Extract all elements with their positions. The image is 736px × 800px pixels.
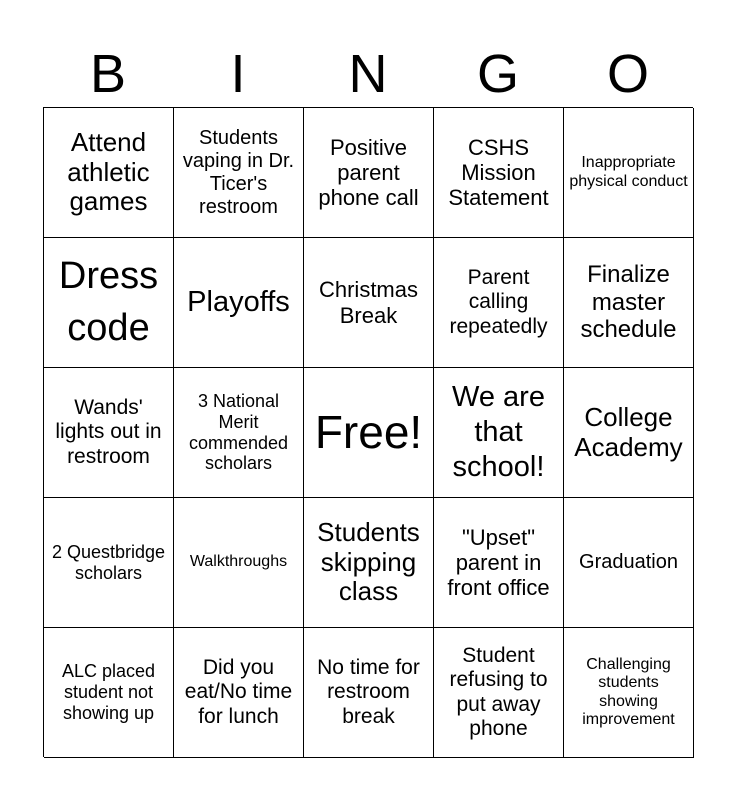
bingo-cell[interactable]: Did you eat/No time for lunch (174, 628, 304, 758)
bingo-cell[interactable]: Student refusing to put away phone (434, 628, 564, 758)
bingo-header (43, 40, 693, 108)
bingo-cell[interactable]: Challenging students showing improvement (564, 628, 694, 758)
bingo-cell[interactable]: "Upset" parent in front office (434, 498, 564, 628)
bingo-cell[interactable]: Graduation (564, 498, 694, 628)
bingo-cell[interactable]: 3 National Merit commended scholars (174, 368, 304, 498)
bingo-cell[interactable]: We are that school! (434, 368, 564, 498)
header-letter-o: O (606, 44, 649, 104)
bingo-cell[interactable]: Inappropriate physical conduct (564, 108, 694, 238)
free-space[interactable]: Free! (304, 368, 434, 498)
bingo-cell[interactable]: College Academy (564, 368, 694, 498)
bingo-cell[interactable]: CSHS Mission Statement (434, 108, 564, 238)
bingo-cell[interactable]: Wands' lights out in restroom (44, 368, 174, 498)
header-letter-b: B (89, 44, 127, 104)
bingo-cell[interactable]: Finalize master schedule (564, 238, 694, 368)
header-letter-n: N (348, 44, 388, 104)
bingo-board (43, 107, 693, 757)
bingo-cell[interactable]: Students vaping in Dr. Ticer's restroom (174, 108, 304, 238)
bingo-cell[interactable]: Playoffs (174, 238, 304, 368)
bingo-cell[interactable]: ALC placed student not showing up (44, 628, 174, 758)
bingo-cell[interactable]: Dress code (44, 238, 174, 368)
header-letter-g: G (476, 44, 519, 104)
bingo-cell[interactable]: Attend athletic games (44, 108, 174, 238)
bingo-cell[interactable]: Positive parent phone call (304, 108, 434, 238)
bingo-cell[interactable]: Christmas Break (304, 238, 434, 368)
bingo-cell[interactable]: Students skipping class (304, 498, 434, 628)
bingo-cell[interactable]: No time for restroom break (304, 628, 434, 758)
header-letter-i: I (230, 44, 246, 104)
bingo-cell[interactable]: Walkthroughs (174, 498, 304, 628)
bingo-cell[interactable]: 2 Questbridge scholars (44, 498, 174, 628)
bingo-cell[interactable]: Parent calling repeatedly (434, 238, 564, 368)
